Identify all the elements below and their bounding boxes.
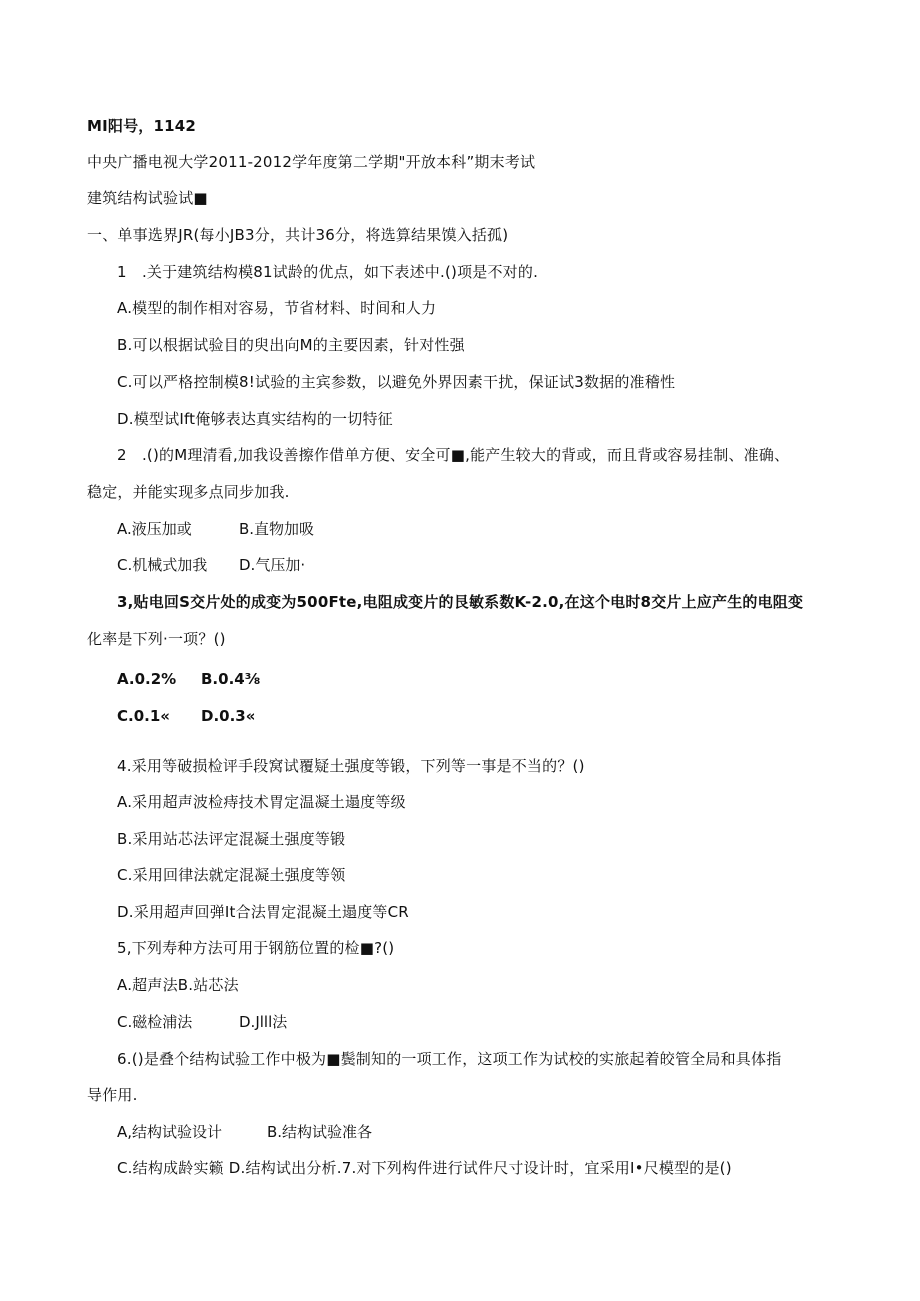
question-2-stem-line1: 2 .()的M理清看,加我设善擦作借单方便、安全可■,能产生较大的背或，而且背或容易挂制、准确、 xyxy=(117,446,790,464)
question-3-option-a: A.0.2% xyxy=(117,670,177,688)
question-3-option-d: D.0.3« xyxy=(201,707,256,725)
section-title: 一、单事选界JR(每小JB3分，共计36分，将选算结果馍入括孤) xyxy=(87,226,509,244)
question-3-stem-line1: 3,贴电回S交片处的成变为500Fte,电阻成变片的艮敏系数K-2.0,在这个电时8交片上应产生的电阻变 xyxy=(117,593,804,611)
question-2-option-a: A.液压加或 xyxy=(117,520,192,538)
question-5-option-ab: A.超声法B.站芯法 xyxy=(117,976,239,994)
question-1-option-c: C.可以严格控制模8!试验的主宾参数，以避免外界因素干扰，保证试3数据的准稽性 xyxy=(117,373,676,391)
question-3-option-c: C.0.1« xyxy=(117,707,170,725)
question-2-option-c: C.机械式加我 xyxy=(117,556,208,574)
question-3-option-b: B.0.4⅜ xyxy=(201,670,261,688)
question-6-stem-line1: 6.()是叠个结构试验工作中极为■鬓制知的一项工作，这项工作为试校的实旅起着皎管全局和具体指 xyxy=(117,1050,782,1068)
exam-heading: 中央广播电视大学2011-2012学年度第二学期"开放本科”期末考试 xyxy=(87,153,536,171)
exam-code: MI阳号，1142 xyxy=(87,117,197,135)
question-2-option-b: B.直物加吸 xyxy=(239,520,315,538)
question-1-option-b: B.可以根据试验目的臾出向M的主要因素，针对性强 xyxy=(117,336,465,354)
question-2-option-d: D.气压加· xyxy=(239,556,306,574)
question-6-option-cd-and-question-7: C.结构成龄实籁 D.结构试出分析.7.对下列构件进行试件尺寸设计时，宜采用I•尺模型的是() xyxy=(117,1159,732,1177)
question-5-option-d: D.Jlll法 xyxy=(239,1013,288,1031)
question-6-stem-line2: 导作用. xyxy=(87,1086,138,1104)
question-4-option-d: D.采用超声回弹It合法胃定混凝土遢度等CR xyxy=(117,903,409,921)
question-4-option-a: A.采用超声波检痔技术胃定温凝土遢度等级 xyxy=(117,793,406,811)
question-5-option-c: C.磁检浦法 xyxy=(117,1013,193,1031)
question-1-option-d: D.模型试Ift俺够表达真实结构的一切特征 xyxy=(117,410,393,428)
question-5-stem: 5,下列寿种方法可用于钢筋位置的检■?() xyxy=(117,939,395,957)
question-4-stem: 4.采用等破损检评手段窝试覆疑土强度等锻，下列等一事是不当的？() xyxy=(117,757,585,775)
question-2-stem-line2: 稳定，并能实现多点同步加我. xyxy=(87,483,290,501)
course-title: 建筑结构试验试■ xyxy=(87,189,208,207)
question-1-stem: 1 .关于建筑结构模81试龄的优点，如下表述中.()项是不对的. xyxy=(117,263,539,281)
question-3-stem-line2: 化率是下列·一项？() xyxy=(87,630,226,648)
question-4-option-b: B.采用站芯法评定混凝土强度等锻 xyxy=(117,830,346,848)
question-1-option-a: A.模型的制作相对容易，节省材料、时间和人力 xyxy=(117,299,437,317)
question-4-option-c: C.采用回律法就定混凝土强度等领 xyxy=(117,866,346,884)
question-6-option-b: B.结构试验准各 xyxy=(267,1123,373,1141)
question-6-option-a: A,结构试验设计 xyxy=(117,1123,223,1141)
